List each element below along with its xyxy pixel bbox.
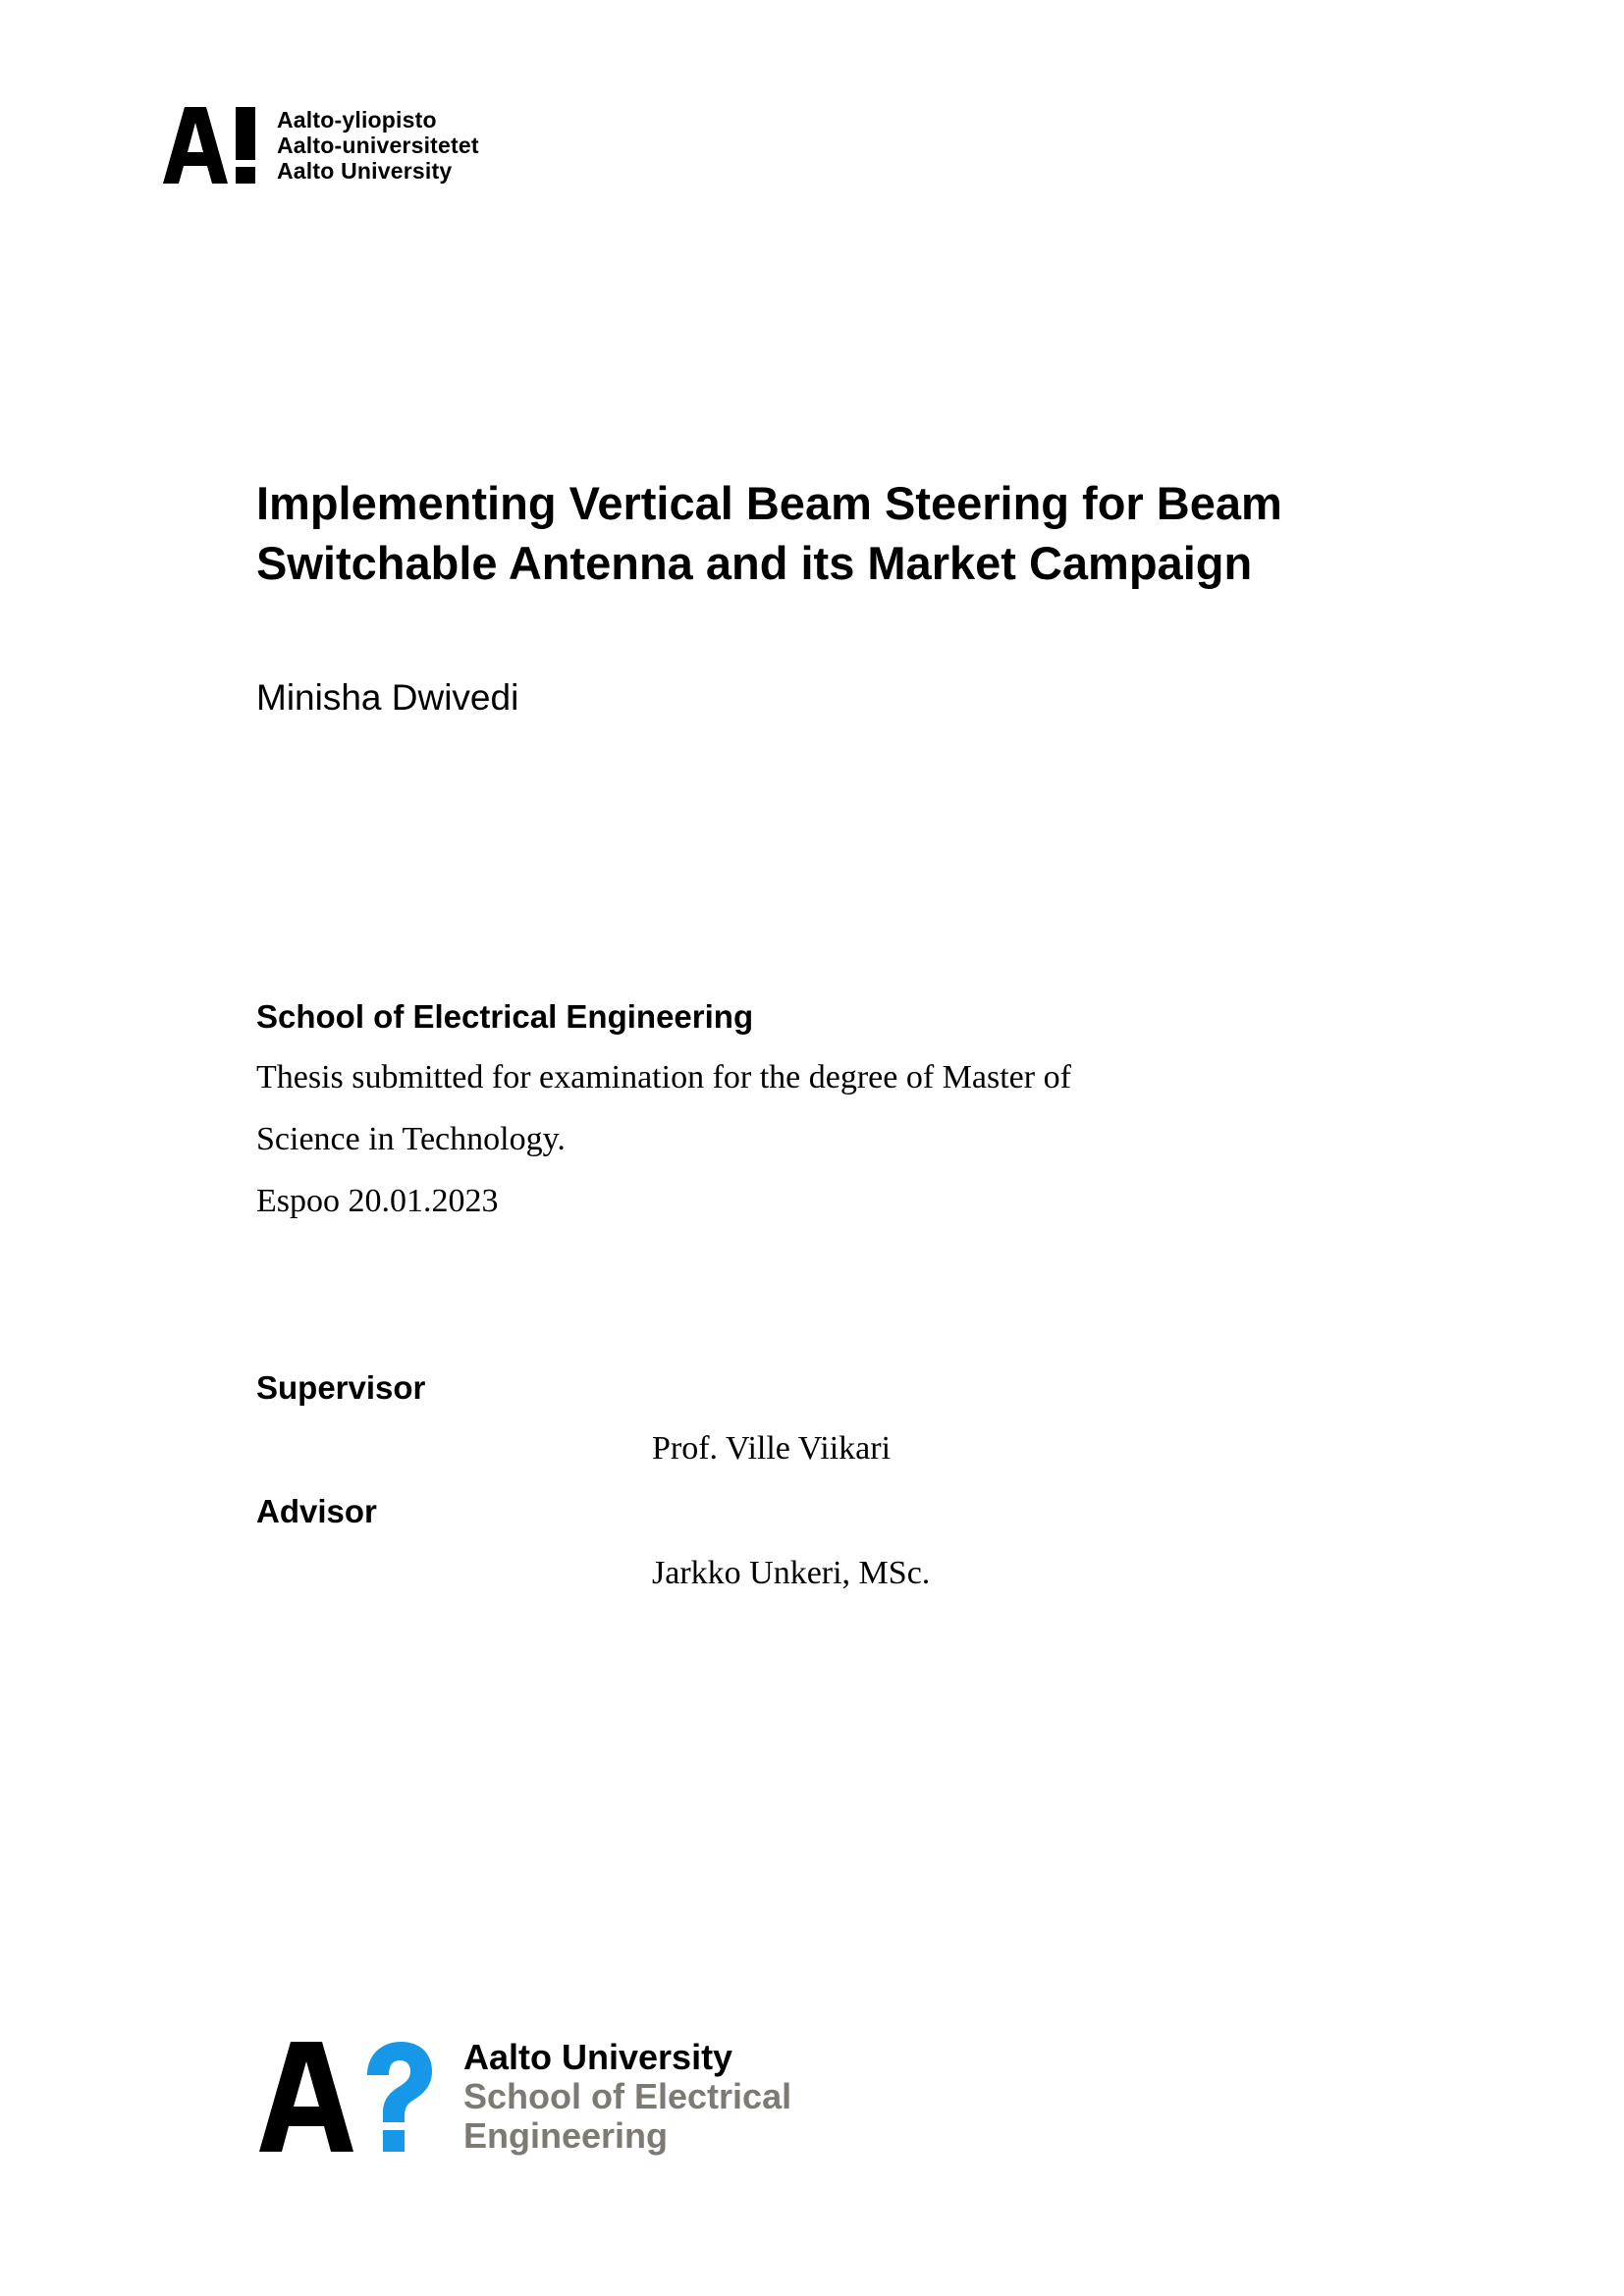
aalto-names bbox=[277, 107, 479, 184]
thesis-title-line-1: Implementing Vertical Beam Steering for Beam bbox=[256, 477, 1282, 529]
school-logo-text bbox=[463, 2038, 791, 2156]
school-name: School of Electrical Engineering bbox=[256, 998, 754, 1035]
thesis-title-line-2: Switchable Antenna and its Market Campaign bbox=[256, 537, 1253, 589]
aalto-header-logo bbox=[163, 106, 479, 185]
school-logo-university: Aalto University bbox=[463, 2037, 733, 2077]
aalto-name-sv: Aalto-universitetet bbox=[277, 133, 479, 158]
supervisor-label: Supervisor bbox=[256, 1369, 426, 1406]
advisor-name: Jarkko Unkeri, MSc. bbox=[652, 1555, 931, 1591]
school-logo-school-line-1: School of Electrical bbox=[463, 2076, 792, 2116]
aalto-a-exclamation-logo-icon bbox=[163, 107, 259, 184]
thesis-statement-line-1: Thesis submitted for examination for the degree of Master of bbox=[256, 1059, 1071, 1095]
thesis-statement-line-2: Science in Technology. bbox=[256, 1121, 566, 1157]
thesis-title bbox=[256, 473, 1435, 593]
author-name: Minisha Dwivedi bbox=[256, 677, 519, 718]
place-and-date: Espoo 20.01.2023 bbox=[256, 1183, 499, 1219]
supervisor-name: Prof. Ville Viikari bbox=[652, 1430, 892, 1467]
aalto-name-en: Aalto University bbox=[277, 158, 453, 184]
aalto-name-fi: Aalto-yliopisto bbox=[277, 107, 437, 133]
aalto-a-question-logo-icon bbox=[259, 2042, 432, 2152]
advisor-label: Advisor bbox=[256, 1493, 377, 1529]
school-logo-school-line-2: Engineering bbox=[463, 2115, 669, 2156]
